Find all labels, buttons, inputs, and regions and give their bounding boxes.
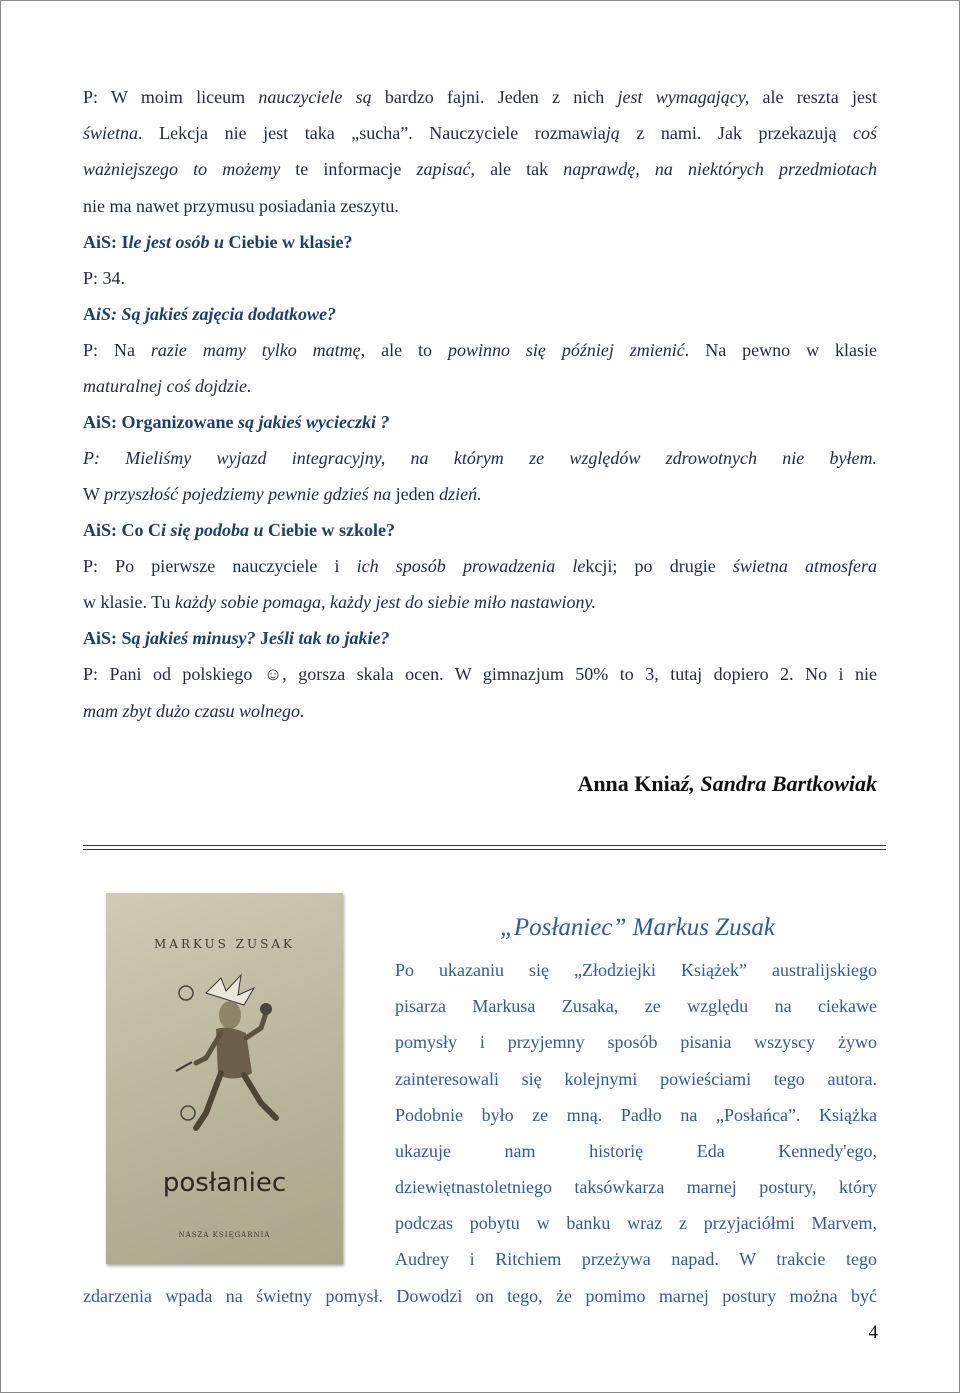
book-cover-image — [106, 893, 343, 1264]
page-number: 4 — [868, 1322, 878, 1343]
review-line: podczas pobytu w banku wraz z przyjaciółmi Marvem, — [395, 1213, 877, 1233]
interview-line-9: maturalnej coś dojdzie. — [83, 376, 252, 396]
interview-line-12: W przyszłość pojedziemy pewnie gdzieś na jeden dzień. — [83, 484, 482, 504]
section-divider — [83, 845, 886, 846]
interview-line-18: mam zbyt dużo czasu wolnego. — [83, 701, 305, 721]
question-trips: AiS: Organizowane są jakieś wycieczki ? — [83, 412, 390, 432]
interview-line-8: P: Na razie mamy tylko matmę, ale to powinno się później zmienić. Na pewno w klasie — [83, 340, 878, 360]
cover-author: MARKUS ZUSAK — [154, 937, 295, 951]
cover-title: posłaniec — [162, 1168, 287, 1198]
interview-line-3: ważniejszego to możemy te informacje zapisać, ale tak naprawdę, na niektórych przedmiotach — [83, 159, 878, 179]
answer-class-size: P: 34. — [83, 268, 126, 288]
section-divider — [83, 849, 886, 850]
interview-line-2: świetna. Lekcja nie jest taka „sucha”. Nauczyciele rozmawiają z nami. Jak przekazują coś — [83, 123, 877, 143]
review-line: zdarzenia wpada na świetny pomysł. Dowodzi on tego, że pomimo marnej postury można być — [83, 1286, 877, 1306]
interview-line-15: w klasie. Tu każdy sobie pomaga, każdy jest do siebie miło nastawiony. — [83, 592, 596, 612]
review-line: dziewiętnastoletniego taksówkarza marnej postury, który — [395, 1177, 877, 1197]
article-authors: Anna Kniaź, Sandra Bartkowiak — [577, 771, 877, 796]
question-minuses: AiS: Są jakieś minusy? Jeśli tak to jakie? — [83, 628, 390, 648]
question-what-you-like: AiS: Co Ci się podoba u Ciebie w szkole? — [83, 520, 396, 540]
review-line: pomysły i przyjemny sposób pisania wszyscy żywo — [395, 1032, 877, 1052]
interview-line-11: P: Mieliśmy wyjazd integracyjny, na którym ze względów zdrowotnych nie byłem. — [83, 448, 877, 468]
interview-line-4: nie ma nawet przymusu posiadania zeszytu. — [83, 196, 399, 216]
review-line: Audrey i Ritchiem przeżywa napad. W trakcie tego — [395, 1249, 877, 1269]
question-extra-classes: AiS: Są jakieś zajęcia dodatkowe? — [83, 304, 336, 324]
review-line: Podobnie było ze mną. Padło na „Posłańca”. Książka — [395, 1105, 877, 1125]
interview-line-14: P: Po pierwsze nauczyciele i ich sposób prowadzenia lekcji; po drugie świetna atmosfera — [83, 556, 877, 576]
review-line: ukazuje nam historię Eda Kennedy'ego, — [395, 1141, 877, 1161]
cover-publisher: NASZA KSIĘGARNIA — [178, 1231, 271, 1239]
question-class-size: AiS: Ile jest osób u Ciebie w klasie? — [83, 232, 353, 252]
review-line: zainteresowali się kolejnymi powieściami tego autora. — [395, 1069, 877, 1089]
review-line: pisarza Markusa Zusaka, ze względu na ciekawe — [395, 996, 877, 1016]
review-line: Po ukazaniu się „Złodziejki Książek” australijskiego — [395, 960, 877, 980]
jester-illustration-icon — [166, 963, 296, 1163]
interview-line-1: P: W moim liceum nauczyciele są bardzo fajni. Jeden z nich jest wymagający, ale reszta jest — [83, 87, 877, 107]
interview-line-17: P: Pani od polskiego ☺, gorsza skala ocen. W gimnazjum 50% to 3, tutaj dopiero 2. No i nie — [83, 664, 877, 684]
book-review-title: „Posłaniec” Markus Zusak — [500, 914, 775, 941]
